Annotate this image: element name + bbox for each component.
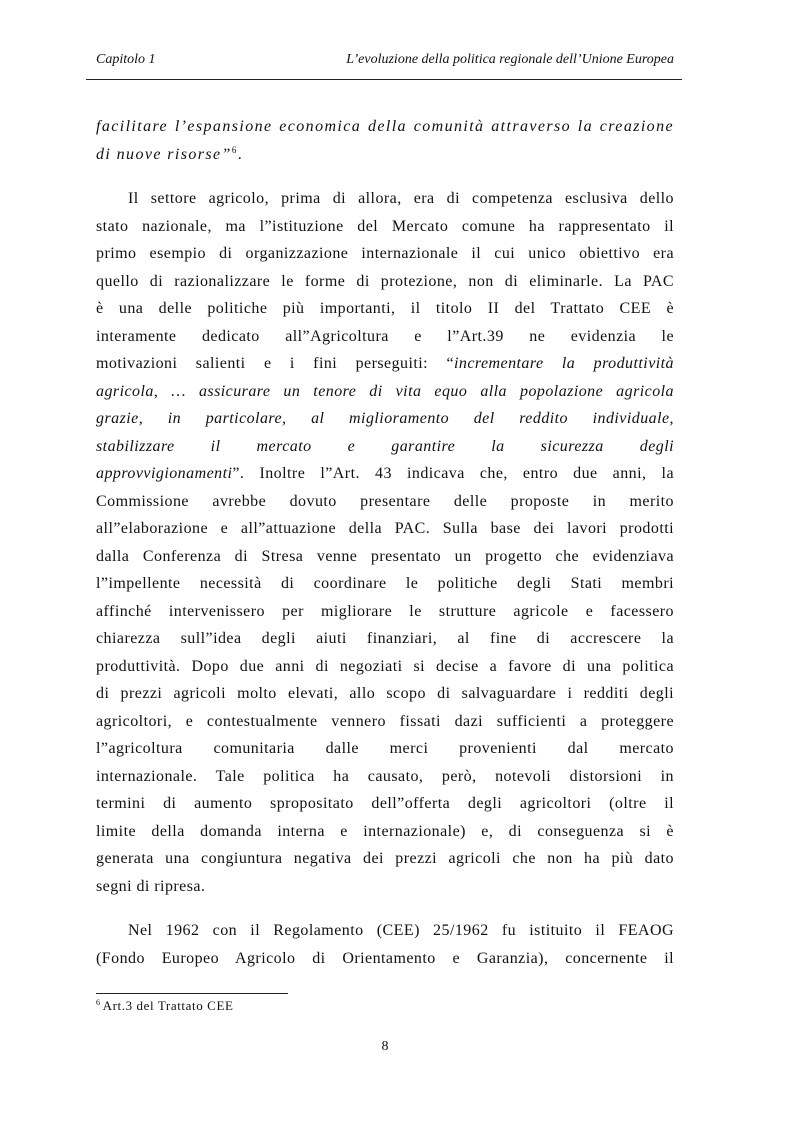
paragraph-line: affinché intervenissero per migliorare le strutture agricole e facessero: [96, 602, 674, 620]
paragraph-line: chiarezza sull”idea degli aiuti finanziari, al fine di accrescere la: [96, 630, 674, 647]
footnote-rule: [96, 993, 288, 994]
body-text: [96, 113, 674, 972]
paragraph-line: agricola, … assicurare un tenore di vita equo alla popolazione agricola: [96, 382, 674, 400]
paragraph-line: stato nazionale, ma l”istituzione del Mercato comune ha rappresentato il: [96, 217, 674, 235]
paragraph-line: interamente dedicato all”Agricoltura e l”Art.39 ne evidenzia le: [96, 327, 674, 345]
paragraph-line: l”impellente necessità di coordinare le politiche degli Stati membri: [96, 575, 674, 592]
paragraph-line: segni di ripresa.: [96, 877, 206, 895]
paragraph-gap: [96, 168, 674, 185]
footnote-text: Art.3 del Trattato CEE: [102, 998, 234, 1013]
paragraph-line: (Fondo Europeo Agricolo di Orientamento e Garanzia), concernente il: [96, 949, 674, 967]
paragraph-line: stabilizzare il mercato e garantire la sicurezza degli: [96, 437, 674, 455]
running-header: [96, 52, 674, 72]
paragraph-line: primo esempio di organizzazione internazionale il cui unico obiettivo era: [96, 245, 674, 262]
footnote: [96, 998, 234, 1014]
paragraph-line: limite della domanda interna e internazionale) e, di conseguenza si è: [96, 822, 674, 840]
paragraph-line: produttività. Dopo due anni di negoziati si decise a favore di una politica: [96, 657, 674, 675]
paragraph-line: Nel 1962 con il Regolamento (CEE) 25/1962 fu istituito il FEAOG: [128, 922, 674, 939]
paragraph-line: generata una congiuntura negativa dei prezzi agricoli che non ha più dato: [96, 850, 674, 867]
footnote-number: 6: [96, 998, 101, 1007]
paragraph-line: è una delle politiche più importanti, il titolo II del Trattato CEE è: [96, 300, 674, 317]
paragraph-line: quello di razionalizzare le forme di protezione, non di eliminarle. La PAC: [96, 272, 674, 290]
paragraph-line: dalla Conferenza di Stresa venne presentato un progetto che evidenziava: [96, 547, 674, 565]
paragraph-line: Commissione avrebbe dovuto presentare delle proposte in merito: [96, 492, 674, 510]
paragraph-line: grazie, in particolare, al miglioramento del reddito individuale,: [96, 410, 674, 427]
paragraph-line: termini di aumento spropositato dell”offerta degli agricoltori (oltre il: [96, 795, 674, 812]
quote-line: facilitare l’espansione economica della comunità attraverso la creazione: [96, 118, 674, 135]
paragraph-line: all”elaborazione e all”attuazione della PAC. Sulla base dei lavori prodotti: [96, 520, 674, 537]
footnote-ref: 6: [231, 144, 238, 155]
paragraph-line: l”agricoltura comunitaria dalle merci provenienti dal mercato: [96, 740, 674, 757]
paragraph-gap: [96, 900, 674, 917]
paragraph-line: agricoltori, e contestualmente vennero fissati dazi sufficienti a proteggere: [96, 712, 674, 730]
paragraph-line: di prezzi agricoli molto elevati, allo scopo di salvaguardare i redditi degli: [96, 685, 674, 702]
paragraph-line: internazionale. Tale politica ha causato, però, notevoli distorsioni in: [96, 767, 674, 785]
header-rule: [86, 79, 682, 80]
quote-line: di nuove risorse”$^6$.: [96, 144, 244, 163]
page-number: 8: [381, 1039, 389, 1054]
header-chapter: Capitolo 1: [96, 52, 156, 67]
paragraph-line: Il settore agricolo, prima di allora, era di competenza esclusiva dello: [128, 190, 674, 207]
paragraph-line: motivazioni salienti e i fini perseguiti: “incrementare la produttività: [96, 355, 674, 372]
paragraph-line: approvvigionamenti”. Inoltre l”Art. 43 indicava che, entro due anni, la: [96, 465, 674, 482]
header-title: L’evoluzione della politica regionale dell’Unione Europea: [346, 52, 674, 67]
